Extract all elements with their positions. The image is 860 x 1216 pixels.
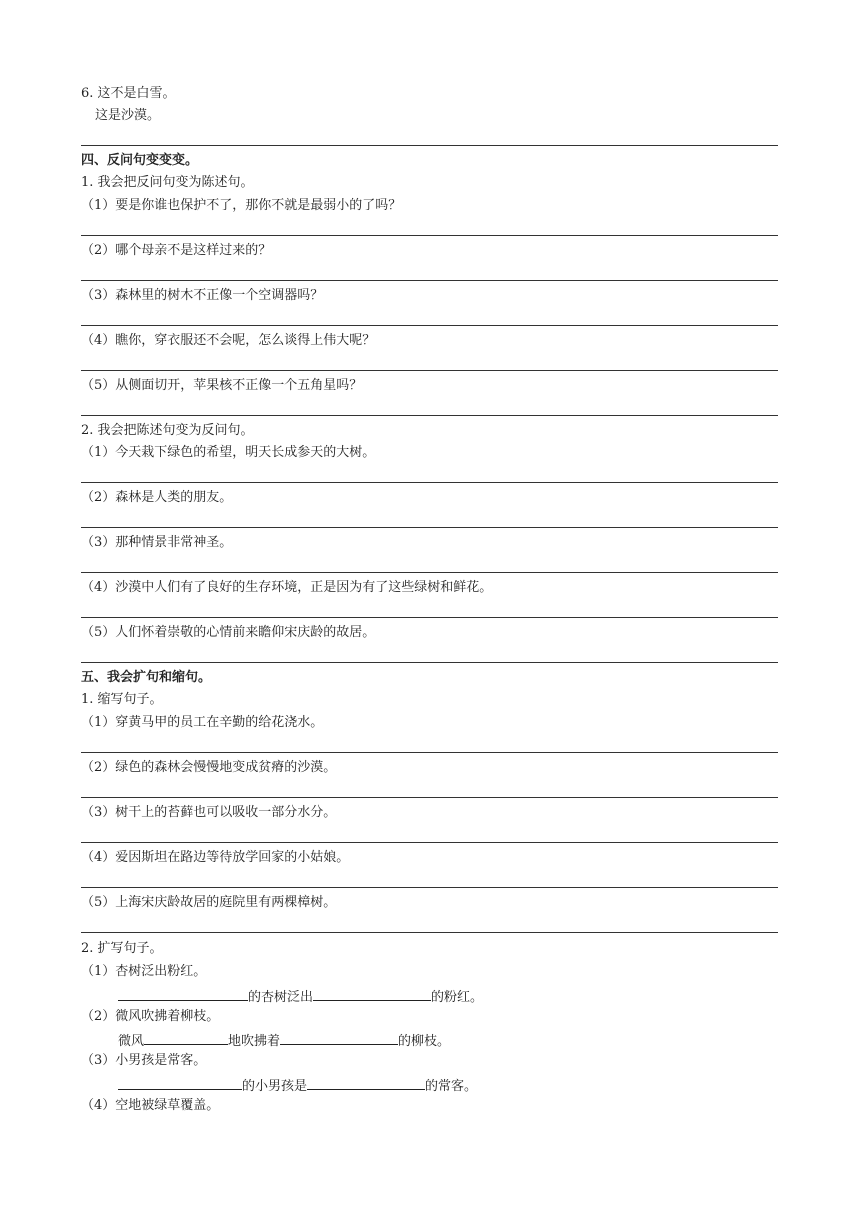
fill-segment: 的小男孩是: [242, 1079, 308, 1094]
answer-line: [81, 145, 778, 146]
question-4-1-1: （1）要是你谁也保护不了，那你不就是最弱小的了吗？: [81, 198, 402, 213]
section-4-part-1-title: 1. 我会把反问句变为陈述句。: [81, 175, 254, 190]
fill-sentence-5-2-1: [118, 986, 483, 1007]
answer-line: [81, 662, 778, 663]
blank-input[interactable]: [118, 1075, 242, 1090]
answer-line: [81, 617, 778, 618]
blank-input[interactable]: [313, 986, 431, 1001]
answer-line: [81, 325, 778, 326]
blank-input[interactable]: [280, 1030, 398, 1045]
blank-input[interactable]: [307, 1075, 425, 1090]
question-4-1-2: （2）哪个母亲不是这样过来的？: [81, 243, 272, 258]
fill-segment: 的杏树泛出: [248, 990, 314, 1005]
question-5-2-4: （4）空地被绿草覆盖。: [81, 1098, 220, 1113]
question-4-1-3: （3）森林里的树木不正像一个空调器吗？: [81, 288, 324, 303]
fill-segment: 微风: [118, 1034, 145, 1049]
question-5-2-3: （3）小男孩是常客。: [81, 1053, 207, 1068]
question-5-1-2: （2）绿色的森林会慢慢地变成贫瘠的沙漠。: [81, 760, 337, 775]
answer-line: [81, 797, 778, 798]
section-4-title: 四、反问句变变变。: [81, 153, 199, 168]
question-5-2-2: （2）微风吹拂着柳枝。: [81, 1009, 220, 1024]
question-5-1-3: （3）树干上的苔藓也可以吸收一部分水分。: [81, 805, 337, 820]
answer-line: [81, 280, 778, 281]
question-4-2-3: （3）那种情景非常神圣。: [81, 535, 233, 550]
question-4-2-1: （1）今天栽下绿色的希望，明天长成参天的大树。: [81, 445, 376, 460]
answer-line: [81, 842, 778, 843]
answer-line: [81, 572, 778, 573]
section-5-part-2-title: 2. 扩写句子。: [81, 941, 163, 956]
fill-sentence-5-2-2: [118, 1030, 450, 1051]
question-4-1-5: （5）从侧面切开，苹果核不正像一个五角星吗？: [81, 378, 363, 393]
fill-sentence-5-2-3: [118, 1075, 477, 1096]
item-6-line-1: 6. 这不是白雪。: [81, 86, 176, 101]
question-4-2-4: （4）沙漠中人们有了良好的生存环境，正是因为有了这些绿树和鲜花。: [81, 580, 493, 595]
blank-input[interactable]: [144, 1030, 228, 1045]
fill-segment: 地吹拂着: [228, 1034, 281, 1049]
answer-line: [81, 932, 778, 933]
question-4-2-5: （5）人们怀着崇敬的心情前来瞻仰宋庆龄的故居。: [81, 625, 376, 640]
answer-line: [81, 482, 778, 483]
question-4-2-2: （2）森林是人类的朋友。: [81, 490, 233, 505]
section-5-title: 五、我会扩句和缩句。: [81, 670, 212, 685]
answer-line: [81, 235, 778, 236]
item-6-line-2: 这是沙漠。: [95, 108, 161, 123]
fill-segment: 的粉红。: [431, 990, 484, 1005]
question-5-1-5: （5）上海宋庆龄故居的庭院里有两棵樟树。: [81, 895, 337, 910]
question-4-1-4: （4）瞧你，穿衣服还不会呢，怎么谈得上伟大呢？: [81, 333, 376, 348]
answer-line: [81, 752, 778, 753]
answer-line: [81, 527, 778, 528]
answer-line: [81, 370, 778, 371]
section-5-part-1-title: 1. 缩写句子。: [81, 692, 163, 707]
blank-input[interactable]: [118, 986, 248, 1001]
answer-line: [81, 415, 778, 416]
answer-line: [81, 887, 778, 888]
question-5-1-1: （1）穿黄马甲的员工在辛勤的给花浇水。: [81, 715, 324, 730]
question-5-2-1: （1）杏树泛出粉红。: [81, 964, 207, 979]
fill-segment: 的柳枝。: [398, 1034, 451, 1049]
section-4-part-2-title: 2. 我会把陈述句变为反问句。: [81, 423, 254, 438]
question-5-1-4: （4）爱因斯坦在路边等待放学回家的小姑娘。: [81, 850, 350, 865]
fill-segment: 的常客。: [425, 1079, 478, 1094]
